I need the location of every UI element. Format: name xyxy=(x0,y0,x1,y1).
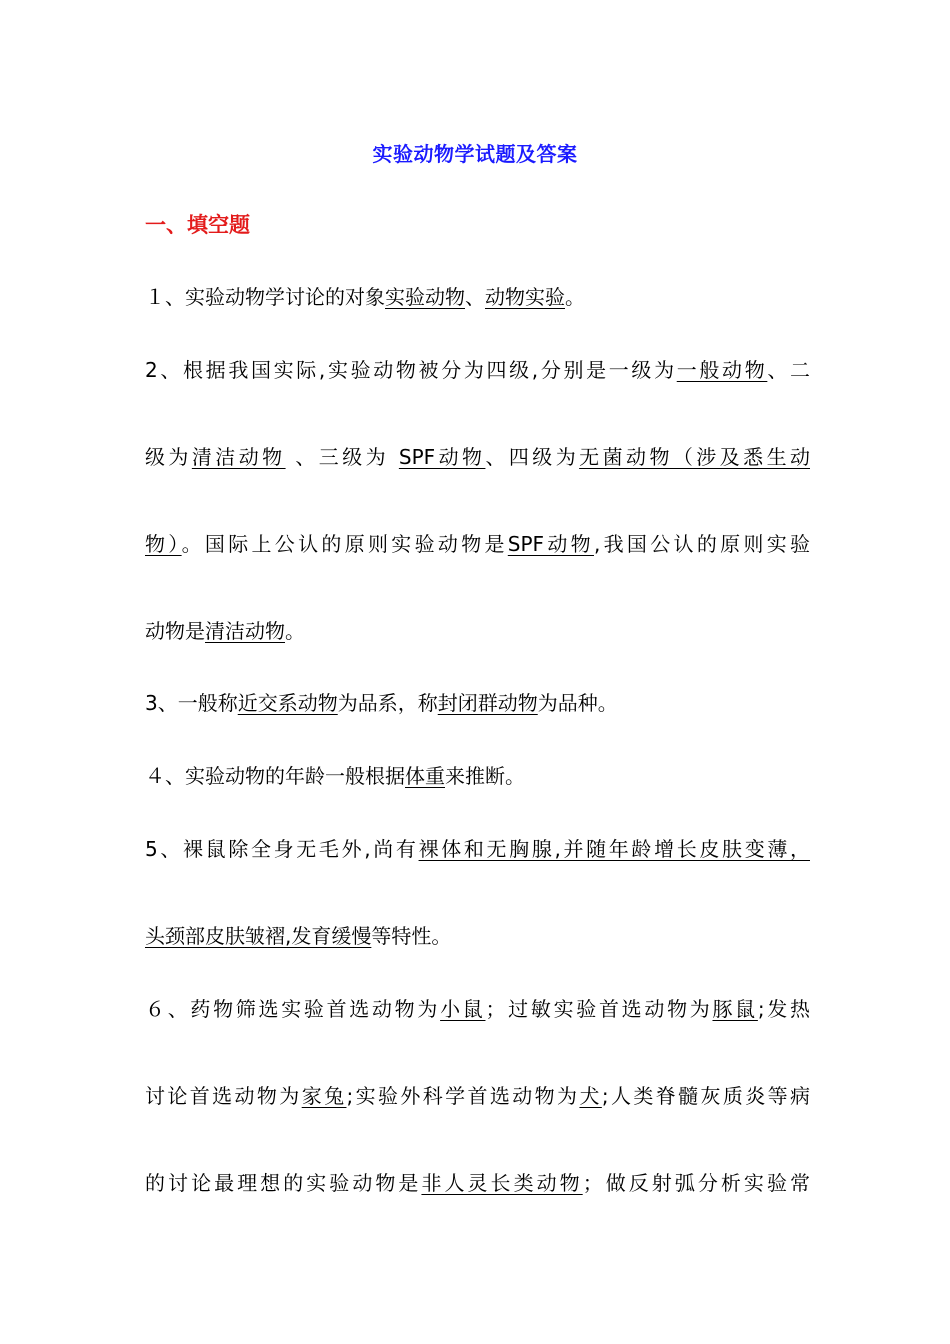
line-text: 、 xyxy=(465,285,485,309)
line-text: ;人类脊髓灰质炎等病 xyxy=(601,1084,810,1108)
line-text: 来推断。 xyxy=(445,764,525,788)
line-text: 、二 xyxy=(767,358,810,382)
line-text: ４、实验动物的年龄一般根据 xyxy=(145,764,405,788)
paragraph-line xyxy=(145,283,810,311)
line-text: ；做反射弧分析实验常 xyxy=(582,1171,810,1195)
line-text: 为品系，称 xyxy=(337,691,438,715)
underlined-answer: 无菌动物（涉及悉生动 xyxy=(579,445,810,469)
underlined-answer: 体重 xyxy=(405,764,445,788)
line-text: ;发热 xyxy=(757,997,810,1021)
underlined-answer: 犬 xyxy=(579,1084,602,1108)
underlined-answer: 封闭群动物 xyxy=(437,691,538,715)
paragraph-line xyxy=(145,1169,810,1197)
underlined-answer: SPF动物 xyxy=(507,532,594,556)
line-text: 。 xyxy=(285,619,305,643)
paragraph-line xyxy=(145,617,810,645)
paragraph-line xyxy=(145,762,810,790)
underlined-answer: 非人灵长类动物 xyxy=(421,1171,583,1195)
underlined-answer: 动物实验 xyxy=(485,285,565,309)
line-text: 5、裸鼠除全身无毛外,尚有 xyxy=(145,837,419,861)
line-text: 3、一般称 xyxy=(145,691,238,715)
underlined-answer: 实验动物 xyxy=(385,285,465,309)
paragraph-line xyxy=(145,922,810,950)
underlined-answer: 物） xyxy=(145,532,182,556)
line-text: １、实验动物学讨论的对象 xyxy=(145,285,385,309)
paragraph-line xyxy=(145,835,810,863)
underlined-answer: 头颈部皮肤皱褶,发育缓慢 xyxy=(145,924,372,948)
underlined-answer: SPF动物 xyxy=(398,445,486,469)
underlined-answer: 家兔 xyxy=(301,1084,347,1108)
paragraph-line xyxy=(145,1082,810,1110)
line-text: ６、药物筛选实验首选动物为 xyxy=(145,997,441,1021)
line-text: ,我国公认的原则实验 xyxy=(593,532,810,556)
underlined-answer: 清洁动物 xyxy=(191,445,286,469)
line-text: 讨论首选动物为 xyxy=(145,1084,302,1108)
underlined-answer: 小鼠 xyxy=(440,997,486,1021)
line-text: 的讨论最理想的实验动物是 xyxy=(145,1171,422,1195)
line-text: 。 xyxy=(565,285,585,309)
underlined-answer: 一般动物 xyxy=(676,358,768,382)
underlined-answer: 清洁动物 xyxy=(205,619,285,643)
section-heading: 一、填空题 xyxy=(145,213,250,237)
line-text: ;实验外科学首选动物为 xyxy=(346,1084,580,1108)
paragraph-line xyxy=(145,995,810,1023)
line-text: 2、根据我国实际,实验动物被分为四级,分别是一级为 xyxy=(145,358,677,382)
line-text: 等特性。 xyxy=(371,924,452,948)
underlined-answer: 裸体和无胸腺,并随年龄增长皮肤变薄， xyxy=(418,837,810,861)
underlined-answer: 近交系动物 xyxy=(237,691,338,715)
underlined-answer: 豚鼠 xyxy=(712,997,758,1021)
line-text: 级为 xyxy=(145,445,192,469)
paragraph-line xyxy=(145,530,810,558)
line-text: 。国际上公认的原则实验动物是 xyxy=(181,532,508,556)
line-text: ；过敏实验首选动物为 xyxy=(485,997,713,1021)
document-title: 实验动物学试题及答案 xyxy=(372,142,578,166)
paragraph-line xyxy=(145,443,810,471)
line-text: 为品种。 xyxy=(537,691,618,715)
line-text: 动物是 xyxy=(145,619,205,643)
line-text: 、四级为 xyxy=(485,445,580,469)
paragraph-line xyxy=(145,689,810,717)
line-text: 、三级为 xyxy=(285,445,399,469)
paragraph-line xyxy=(145,356,810,384)
